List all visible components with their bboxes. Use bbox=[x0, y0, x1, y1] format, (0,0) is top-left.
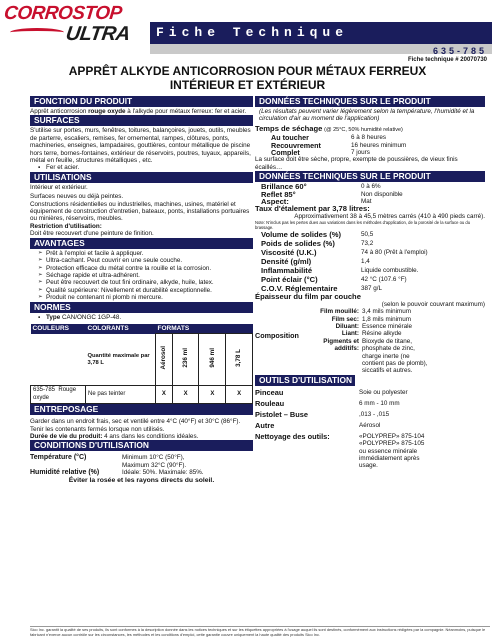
sechage-list bbox=[255, 134, 485, 156]
section-donnees-1: DONNÉES TECHNIQUES SUR LE PRODUIT bbox=[255, 96, 485, 107]
entre-text: Garder dans un endroit frais, sec et ventilé entre 4°C (40°F) et 30°C (86°F). Tenir les contenants fermés lorsque non utilisés. bbox=[30, 418, 241, 433]
hum-value: Idéale: 50%. Maximale: 85%. bbox=[122, 469, 204, 477]
row-x1: X bbox=[156, 386, 173, 404]
prop-val: 74 à 80 (Prêt à l'emploi) bbox=[361, 249, 428, 257]
outils-list bbox=[255, 387, 485, 470]
prop-key: Viscosité (U.K.) bbox=[261, 248, 317, 258]
sechage-note: La surface doit être sèche, propre, exempte de poussières, de vieux finis écaillés… bbox=[255, 156, 458, 171]
props2-list bbox=[255, 230, 485, 293]
nettoyage-label: Nettoyage des outils: bbox=[255, 431, 330, 441]
row-code bbox=[31, 386, 86, 404]
outil-val: Aérosol bbox=[359, 421, 381, 429]
list-item: ➢ Prêt à l'emploi et facile à appliquer. bbox=[38, 250, 253, 257]
util-restriction-label: Restriction d'utilisation: bbox=[30, 222, 102, 230]
composition-label: Composition bbox=[255, 330, 299, 340]
hum-row bbox=[30, 469, 253, 476]
format-aerosol: Aérosol bbox=[160, 346, 168, 370]
row-color-text: Rouge oxyde bbox=[33, 387, 77, 401]
normes-type-label: Type bbox=[46, 313, 61, 321]
prop-key: C.O.V. Réglementaire bbox=[261, 284, 338, 294]
qte-max-label: Quantité maximale par 3,78 L bbox=[87, 353, 150, 366]
list-item: ➢ Qualité supérieure: Nivellement et durabilité exceptionnelle. bbox=[38, 287, 253, 294]
avantages-list bbox=[30, 250, 253, 302]
cond-note: Éviter la rosée et les rayons directs du soleil. bbox=[68, 476, 215, 484]
prop-val: Mat bbox=[361, 198, 372, 206]
normes-item bbox=[38, 314, 253, 321]
prop-val: 387 g/L bbox=[361, 285, 383, 293]
outil-key: Autre bbox=[255, 420, 275, 430]
row-x2: X bbox=[172, 386, 199, 404]
normes-type-value: CAN/ONGC 1GP-48. bbox=[61, 313, 122, 321]
section-surfaces: SURFACES bbox=[30, 115, 253, 126]
prop-val: 1,4 bbox=[361, 258, 370, 266]
entre-duree-value: 4 ans dans les conditions idéales. bbox=[102, 432, 199, 440]
row-colorant: Ne pas teinter bbox=[86, 386, 156, 404]
outil-val: ,013 - ,015 bbox=[359, 410, 390, 418]
sech-val: 7 jours bbox=[351, 149, 370, 157]
col-couleurs: COULEURS bbox=[31, 324, 86, 334]
col-colorants: COLORANTS bbox=[86, 324, 156, 334]
sech-val: 6 à 8 heures bbox=[351, 134, 387, 142]
comp-val: Essence minérale bbox=[362, 322, 413, 330]
format-378l: 3,78 L bbox=[235, 349, 243, 368]
util-line1: Intérieur et extérieur. bbox=[30, 183, 88, 191]
right-column bbox=[255, 96, 485, 470]
prop-key: Brillance 60° bbox=[261, 182, 307, 192]
sech-key: Au toucher bbox=[271, 133, 309, 143]
ep-key: Film mouillé: bbox=[320, 308, 359, 316]
section-outils: OUTILS D'UTILISATION bbox=[255, 375, 355, 386]
row-x4: X bbox=[226, 386, 253, 404]
prop-val: 0 à 6% bbox=[361, 183, 381, 191]
outil-key: Rouleau bbox=[255, 398, 285, 408]
outil-val: Soie ou polyester bbox=[359, 388, 408, 396]
table-row bbox=[31, 386, 253, 404]
comp-key: Liant: bbox=[341, 330, 359, 338]
ep-val: 1,8 mils minimum bbox=[362, 315, 411, 323]
legal-footer: Sico Inc. garantit la qualité de ses produits, ils sont conformes à la description donnée dans les notices techniques et sur les étiquettes appropriées à l'usage auquel ils sont destinés, conformément aux instructions rédigées par la compagnie. Néanmoins, puisque le fabricant n'exerce aucun contrôle sur les circonstances, les méthodes et les conditions d'emploi, cette garantie couvre uniquement la haute qualité des produits Sico Inc. bbox=[30, 626, 490, 637]
prop-val: 42 °C (107.6 °F) bbox=[361, 276, 407, 284]
col-formats: FORMATS bbox=[156, 324, 253, 334]
prop-val: Non disponible bbox=[361, 190, 403, 198]
page-title: APPRÊT ALKYDE ANTICORROSION POUR MÉTAUX FERREUX bbox=[68, 64, 427, 78]
prop-key: Inflammabilité bbox=[261, 266, 313, 276]
fonction-part-a: Apprêt anticorrosion bbox=[30, 108, 89, 115]
brand-line2: ULTRA bbox=[64, 23, 132, 45]
epaisseur-note: (selon le pouvoir couvrant maximum) bbox=[381, 300, 485, 308]
props1-list bbox=[255, 183, 485, 205]
prop-key: Densité (g/ml) bbox=[261, 257, 312, 267]
page-subtitle: INTÉRIEUR ET EXTÉRIEUR bbox=[169, 78, 326, 92]
taux-note: Note: N'inclus pas les pertes dues aux variations dans les méthodes d'application, de la porosité de la surface ou du brassage. bbox=[255, 220, 471, 231]
brand-logo bbox=[4, 4, 146, 52]
temp-row bbox=[30, 454, 253, 469]
comp-val: Résine alkyde bbox=[362, 330, 402, 338]
prop-val: 73,2 bbox=[361, 240, 374, 248]
sech-key: Recouvrement bbox=[271, 140, 321, 150]
temp-min: Minimum 10°C (50°F), bbox=[122, 454, 185, 462]
comp-key: Diluant: bbox=[335, 322, 359, 330]
section-avantages: AVANTAGES bbox=[30, 238, 253, 249]
prop-val: Liquide combustible. bbox=[361, 267, 419, 275]
composition-block bbox=[255, 323, 485, 375]
prop-key: Aspect: bbox=[261, 197, 289, 207]
surfaces-text: S'utilise sur portes, murs, fenêtres, toitures, balançoires, jouets, outils, meubles de parterre, escaliers, remises, fer ornemental, rampes, clôtures, ponts, machineries, enseignes, lampadaires, gouttières, contour métallique de piscine hors terre, bornes-fontaines, extérieur de réservoirs, poutres, tuyaux, appareils, métal en feuille, structures métalliques , etc. bbox=[30, 127, 251, 165]
surfaces-bullet: ▪ Fer et acier. bbox=[38, 164, 253, 171]
sech-val: 16 heures minimum bbox=[351, 141, 407, 149]
prop-key: Point éclair (°C) bbox=[261, 275, 318, 285]
section-fonction: FONCTION DU PRODUIT bbox=[30, 96, 253, 107]
list-item: ➢ Produit ne contenant ni plomb ni mercure. bbox=[38, 294, 253, 301]
dt1-note: (Les résultats peuvent varier légèrement selon la température, l'humidité et la circulation d'air au moment de l'application) bbox=[259, 108, 475, 123]
row-x3: X bbox=[199, 386, 226, 404]
epaisseur-label: Épaisseur du film par couche bbox=[255, 292, 361, 302]
section-normes: NORMES bbox=[30, 302, 253, 313]
section-utilisations: UTILISATIONS bbox=[30, 172, 253, 183]
list-item: ➢ Protection efficace du métal contre la rouille et la corrosion. bbox=[38, 265, 253, 272]
fonction-part-b: rouge oxyde bbox=[88, 108, 126, 115]
comp-key: Pigments et additifs: bbox=[323, 337, 359, 353]
nettoyage-value: «POLYPREP» 875-104 «POLYPREP» 875-105 ou essence minérale immédiatement après usage. bbox=[359, 432, 425, 470]
epaisseur-list bbox=[255, 308, 485, 323]
fonction-text bbox=[30, 108, 253, 115]
ep-key: Film sec: bbox=[331, 315, 359, 323]
row-code-text: 635-785 bbox=[33, 387, 56, 394]
sechage-label: Temps de séchage bbox=[255, 123, 323, 133]
section-conditions: CONDITIONS D'UTILISATION bbox=[30, 440, 253, 451]
util-line2: Surfaces neuves ou déjà peintes. bbox=[30, 193, 124, 201]
hum-label: Humidité relative (%) bbox=[30, 469, 100, 477]
taux-value: Approximativement 38 à 45,5 mètres carrés (410 à 490 pieds carré). bbox=[294, 212, 485, 220]
header-banner: Fiche Technique bbox=[150, 22, 492, 44]
fiche-number: Fiche technique # 20070730 bbox=[407, 57, 487, 63]
outil-key: Pistolet – Buse bbox=[255, 409, 308, 419]
prop-key: Volume de solides (%) bbox=[261, 230, 342, 240]
logo-swoosh bbox=[10, 28, 64, 37]
outil-val: 6 mm - 10 mm bbox=[359, 399, 400, 407]
left-column bbox=[30, 96, 253, 484]
sechage-cond: (@ 25°C, 50% humidité relative) bbox=[324, 126, 403, 133]
util-line4: Doit être recouvert d'une peinture de finition. bbox=[30, 230, 154, 238]
sech-key: Complet bbox=[271, 148, 300, 158]
format-236ml: 236 ml bbox=[181, 348, 189, 368]
entre-duree bbox=[30, 433, 253, 440]
temp-label: Température (°C) bbox=[30, 454, 87, 462]
outil-key: Pinceau bbox=[255, 387, 284, 397]
brand-line1: CORROSTOP bbox=[2, 3, 123, 24]
list-item: ➢ Séchage rapide et ultra-adhérent. bbox=[38, 272, 253, 279]
util-line3: Constructions résidentielles ou industrielles, machines, usines, matériel et équipement de construction d'entretien, bateaux, ponts, installations portuaires ou minières, réservoirs, meubles. bbox=[30, 200, 250, 223]
formats-table bbox=[30, 324, 253, 404]
temp-max: Maximum 32°C (90°F). bbox=[122, 461, 187, 469]
prop-key: Reflet 85° bbox=[261, 189, 296, 199]
comp-val: Bioxyde de titane, phosphate de zinc, charge inerte (ne contient pas de plomb), siccatifs et autres. bbox=[362, 337, 428, 375]
fonction-part-c: à l'alkyde pour métaux ferreux: fer et acier. bbox=[125, 108, 247, 115]
entre-duree-label: Durée de vie du produit: bbox=[30, 432, 103, 440]
taux-label: Taux d'étalement par 3,78 litres: bbox=[255, 204, 370, 214]
product-code: 635-785 bbox=[432, 46, 487, 56]
prop-key: Poids de solides (%) bbox=[261, 239, 335, 249]
ep-val: 3,4 mils minimum bbox=[362, 308, 411, 316]
prop-val: 50,5 bbox=[361, 231, 374, 239]
section-donnees-2: DONNÉES TECHNIQUES SUR LE PRODUIT bbox=[255, 171, 485, 182]
section-entreposage: ENTREPOSAGE bbox=[30, 404, 253, 415]
list-item: ➢ Peut être recouvert de tout fini ordinaire, alkyde, huile, latex. bbox=[38, 279, 253, 286]
list-item: ➢ Ultra-cachant. Peut couvrir en une seule couche. bbox=[38, 257, 253, 264]
format-946ml: 946 ml bbox=[208, 348, 216, 368]
